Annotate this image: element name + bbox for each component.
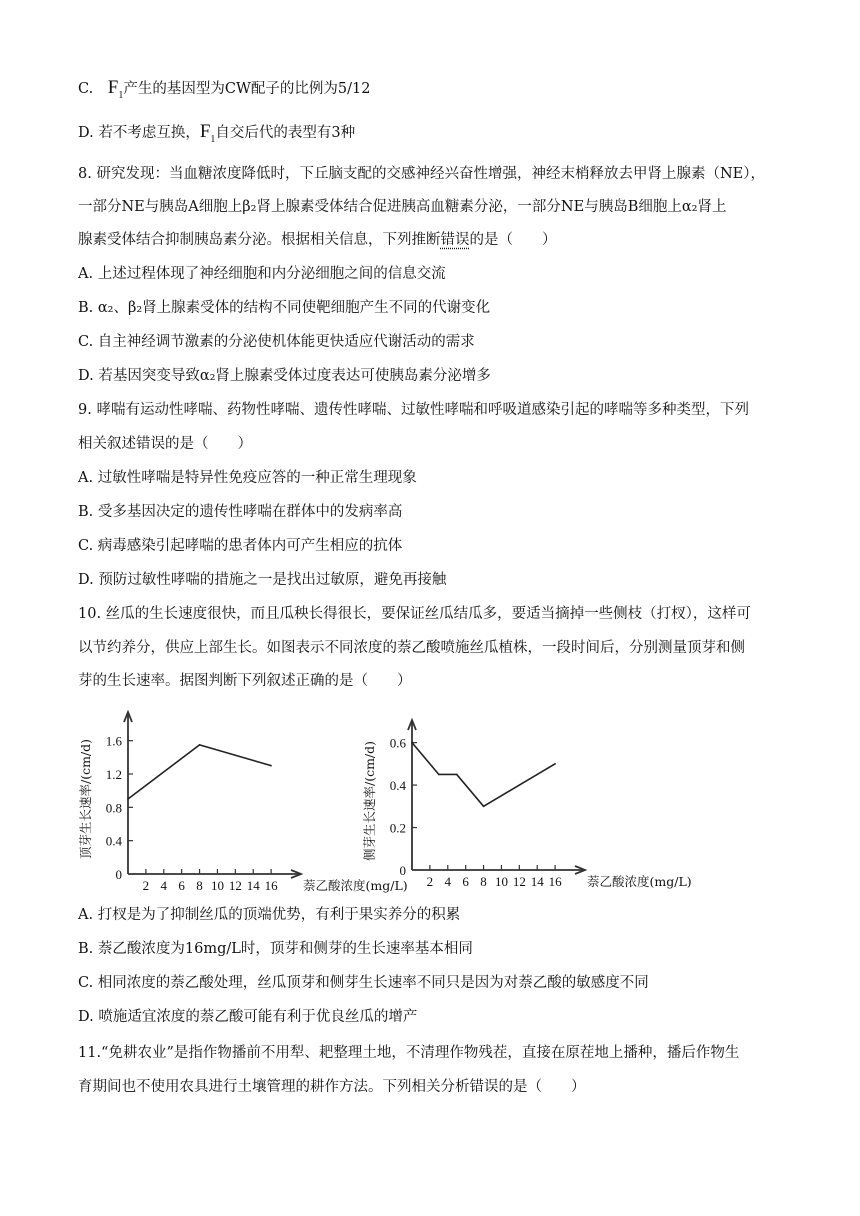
q11-stem-line2: 育期间也不使用农具进行土壤管理的耕作方法。下列相关分析错误的是（ ） (78, 1079, 586, 1095)
option-text: 自交后代的表型有3种 (215, 125, 356, 141)
y-tick-label: 0.6 (389, 735, 406, 751)
chart-lateral-bud-svg (362, 700, 692, 900)
q7-option-d (78, 122, 355, 150)
q9-option-b: B. 受多基因决定的遗传性哮喘在群体中的发病率高 (78, 504, 403, 520)
y-tick-label: 0 (115, 867, 122, 882)
x-tick-label: 16 (264, 878, 278, 893)
x-tick-label: 14 (246, 878, 260, 893)
q10-option-d: D. 喷施适宜浓度的萘乙酸可能有利于优良丝瓜的增产 (78, 1009, 418, 1025)
x-tick-label: 2 (426, 874, 434, 889)
q7-option-c (78, 78, 370, 106)
x-tick-label: 10 (494, 874, 508, 889)
x-tick-label: 8 (196, 878, 203, 893)
q10-stem-line3: 芽的生长速率。据图判断下列叙述正确的是（ ） (78, 673, 412, 689)
data-point (554, 763, 556, 765)
y-axis-label: 侧芽生长速率/(cm/d) (362, 740, 377, 862)
data-point (483, 806, 485, 808)
q10-option-b: B. 萘乙酸浓度为16mg/L时，顶芽和侧芽的生长速率基本相同 (78, 941, 473, 957)
x-tick-label: 14 (530, 874, 544, 889)
q10-option-c: C. 相同浓度的萘乙酸处理，丝瓜顶芽和侧芽生长速率不同只是因为对萘乙酸的敏感度不同 (78, 975, 649, 991)
q8-option-c: C. 自主神经调节激素的分泌使机体能更快适应代谢活动的需求 (78, 334, 475, 350)
data-line (412, 743, 555, 807)
x-axis-label: 萘乙酸浓度(mg/L) (303, 878, 408, 893)
x-tick-label: 4 (160, 878, 168, 893)
f1-symbol: $F_1$ (107, 77, 124, 101)
x-tick-label: 4 (444, 874, 452, 889)
chart-lateral-bud (362, 700, 692, 900)
x-tick-label: 6 (462, 874, 469, 889)
y-tick-label: 0 (399, 863, 406, 878)
q9-option-d: D. 预防过敏性哮喘的措施之一是找出过敏原，避免再接触 (78, 572, 447, 588)
x-tick-label: 2 (142, 878, 150, 893)
q11-stem-line1: 11.“免耕农业”是指作物播前不用犁、耙整理土地，不清理作物残茬，直接在原茬地上播种，播后作物生 (78, 1045, 740, 1061)
data-point (456, 774, 458, 776)
x-tick-label: 6 (178, 878, 185, 893)
q8-option-a: A. 上述过程体现了神经细胞和内分泌细胞之间的信息交流 (78, 266, 446, 282)
data-point (270, 765, 272, 767)
data-point (411, 742, 413, 744)
emphasis-wrong: 错误 (440, 232, 470, 248)
f1-symbol: $F_1$ (199, 121, 216, 145)
y-tick-label: 1.2 (105, 767, 122, 782)
x-axis-label: 萘乙酸浓度(mg/L) (587, 874, 692, 889)
q8-stem-line2: 一部分NE与胰岛A细胞上β₂肾上腺素受体结合促进胰高血糖素分泌，一部分NE与胰岛B细胞上α₂肾上 (78, 199, 727, 215)
x-tick-label: 8 (480, 874, 487, 889)
q9-stem-line2: 相关叙述错误的是（ ） (78, 436, 252, 452)
q9-option-a: A. 过敏性哮喘是特异性免疫应答的一种正常生理现象 (78, 470, 417, 486)
data-line (128, 745, 271, 799)
y-tick-label: 0.4 (389, 778, 406, 794)
q8-stem-line3: 腺素受体结合抑制胰岛素分泌。根据相关信息，下列推断错误的是（ ） (78, 232, 557, 248)
y-tick-label: 0.4 (105, 833, 122, 849)
y-axis-label: 顶芽生长速率/(cm/d) (78, 738, 93, 860)
x-tick-label: 10 (210, 878, 224, 893)
x-tick-label: 12 (512, 874, 526, 889)
option-letter: C. (78, 81, 94, 97)
q10-stem-line2: 以节约养分，供应上部生长。如图表示不同浓度的萘乙酸喷施丝瓜植株，一段时间后，分别测量顶芽和侧 (78, 640, 745, 656)
y-tick-label: 0.8 (105, 800, 122, 816)
data-point (199, 744, 201, 746)
data-point (438, 774, 440, 776)
option-text-pre: D. 若不考虑互换， (78, 125, 200, 141)
q10-option-a: A. 打杈是为了抑制丝瓜的顶端优势，有利于果实养分的积累 (78, 907, 461, 923)
q9-option-c: C. 病毒感染引起哮喘的患者体内可产生相应的抗体 (78, 538, 403, 554)
y-tick-label: 1.6 (105, 733, 122, 749)
q10-stem-line1: 10. 丝瓜的生长速度很快，而且瓜秧长得很长，要保证丝瓜结瓜多，要适当摘掉一些侧枝（打杈），这样可 (78, 606, 751, 622)
q8-option-d: D. 若基因突变导致α₂肾上腺素受体过度表达可使胰岛素分泌增多 (78, 368, 491, 384)
data-point (127, 798, 129, 800)
q8-stem-line1: 8. 研究发现：当血糖浓度降低时，下丘脑支配的交感神经兴奋性增强，神经末梢释放去甲肾上腺素（NE）， (78, 166, 765, 182)
x-tick-label: 12 (228, 878, 242, 893)
y-tick-label: 0.2 (389, 820, 406, 836)
q9-stem-line1: 9. 哮喘有运动性哮喘、药物性哮喘、遗传性哮喘、过敏性哮喘和呼吸道感染引起的哮喘等多种类型，下列 (78, 402, 749, 418)
x-tick-label: 16 (548, 874, 562, 889)
q8-option-b: B. α₂、β₂肾上腺素受体的结构不同使靶细胞产生不同的代谢变化 (78, 300, 491, 316)
option-text: 产生的基因型为CW配子的比例为5/12 (123, 81, 371, 97)
